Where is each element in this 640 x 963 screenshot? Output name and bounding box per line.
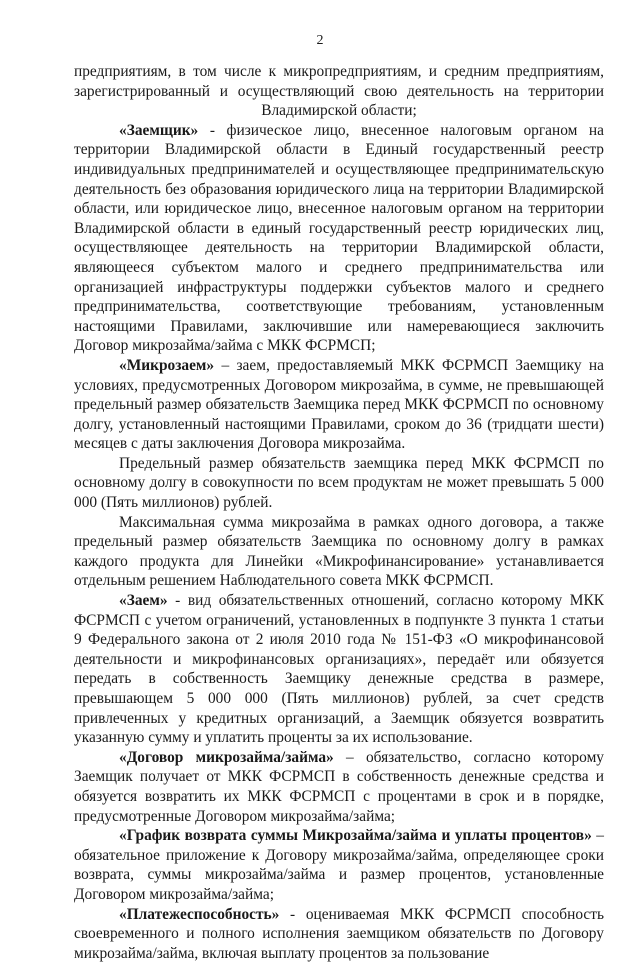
document-body bbox=[74, 62, 604, 963]
term-schedule: «График возврата суммы Микрозайма/займа и уплаты процентов» bbox=[119, 827, 592, 845]
definition-text: - оцениваемая МКК ФСРМСП способность своевременного и полного исполнения заемщиком обязательств по Договору микрозайма/займа, включая выплату процентов за пользование bbox=[74, 905, 604, 962]
definition-agreement bbox=[74, 748, 604, 826]
paragraph-limit bbox=[74, 454, 604, 513]
definition-text: - вид обязательственных отношений, согласно которому МКК ФСРМСП с учетом ограничений, установленных в подпункте 3 пункта 1 статьи 9 Федерального закона от 2 июля 2010 года № 151-ФЗ «О микрофинансовой деятельности и микрофинансовых организациях», передаёт или обязуется передать в собственность Заемщику денежные средства в размере, превышающем 5 000 000 (Пять миллионов) рублей, за счет средств привлеченных у кредитных организаций, а Заемщик обязуется возвратить указанную сумму и уплатить проценты за их использование. bbox=[74, 592, 604, 747]
page-number: 2 bbox=[316, 33, 324, 48]
term-microloan: «Микрозаем» bbox=[119, 356, 215, 374]
paragraph-text: Максимальная сумма микрозайма в рамках одного договора, а также предельный размер обязательств Заемщика по основному долгу в рамках каждого продукта для Линейки «Микрофинансирование» устанавливается отдельным решением Наблюдательного совета МКК ФСРМСП. bbox=[74, 513, 604, 590]
definition-text: - физическое лицо, внесенное налоговым органом на территории Владимирской области в Единый государственный реестр индивидуальных предпринимателей и осуществляющее предпринимательскую деятельность без образования юридического лица на территории Владимирской области, или юридическое лицо, внесенное налоговым органом на территории Владимирской области в единый государственный реестр юридических лиц, осуществляющее деятельность на территории Владимирской области, являющееся субъектом малого и среднего предпринимательства или организацией инфраструктуры поддержки субъектов малого и среднего предпринимательства, соответствующие требованиям, установленным настоящими Правилами, заключившие или намеревающиеся заключить Договор микрозайма/займа с МКК ФСРМСП; bbox=[74, 121, 604, 355]
term-loan: «Заем» bbox=[119, 592, 168, 610]
definition-borrower bbox=[74, 121, 604, 356]
definition-solvency bbox=[74, 905, 604, 963]
paragraph-continuation bbox=[74, 62, 604, 121]
definition-text: – обязательное приложение к Договору микрозайма/займа, определяющее сроки возврата, суммы микрозайма/займа и размер процентов, установленные Договором микрозайма/займа; bbox=[74, 827, 605, 903]
term-solvency: «Платежеспособность» bbox=[119, 905, 280, 923]
definition-loan bbox=[74, 591, 604, 748]
definition-text: – обязательство, согласно которому Заемщик получает от МКК ФСРМСП в собственность денежные средства и обязуется возвратить их МКК ФСРМСП с процентами в срок и в порядке, предусмотренные Договором микрозайма/займа; bbox=[74, 748, 605, 825]
definition-schedule bbox=[74, 826, 604, 904]
definition-microloan bbox=[74, 356, 604, 454]
term-agreement: «Договор микрозайма/займа» bbox=[119, 748, 334, 766]
paragraph-text: Предельный размер обязательств заемщика перед МКК ФСРМСП по основному долгу в совокупности по всем продуктам не может превышать 5 000 000 (Пять миллионов) рублей. bbox=[74, 454, 604, 512]
paragraph-max-sum bbox=[74, 513, 604, 591]
definition-text: – заем, предоставляемый МКК ФСРМСП Заемщику на условиях, предусмотренных Договором микрозайма, в сумме, не превышающей предельный размер обязательств Заемщика перед МКК ФСРМСП по основному долгу, установленный настоящими Правилами, сроком до 36 (тридцати шести) месяцев с даты заключения Договора микрозайма. bbox=[74, 356, 604, 453]
paragraph-text: предприятиям, в том числе к микропредприятиям, и средним предприятиям, зарегистрированный и осуществляющий свою деятельность на территории Владимирской области; bbox=[74, 63, 604, 120]
term-borrower: «Заемщик» bbox=[119, 121, 199, 139]
